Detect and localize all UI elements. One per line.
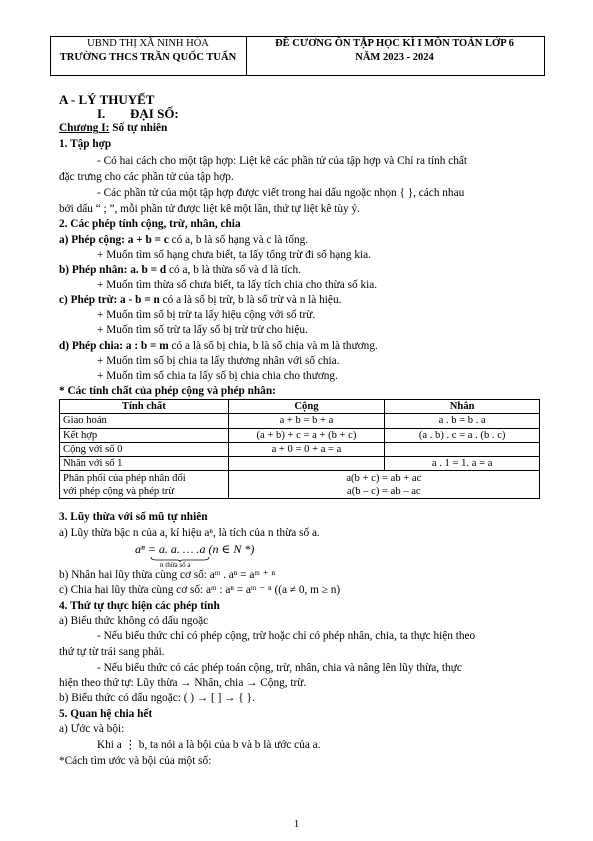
- add-text: có a, b là số hạng và c là tổng.: [168, 234, 309, 246]
- mul-text: có a, b là thừa số và d là tích.: [166, 264, 301, 276]
- s4-a: a) Biểu thức không có dấu ngoặc: [59, 615, 209, 627]
- table-cell: Cộng với số 0: [60, 442, 229, 456]
- table-cell: Nhân với số 1: [60, 457, 229, 471]
- s5-para2: *Cách tìm ước và bội của một số:: [59, 755, 212, 767]
- s2-sub-rule2: + Muốn tìm số trừ ta lấy số bị trừ trừ cho hiệu.: [97, 324, 308, 336]
- chapter-heading: [59, 121, 167, 135]
- header-doc-title: ĐỀ CƯƠNG ÔN TẬP HỌC KÌ I MÔN TOÁN LỚP 6: [275, 38, 514, 49]
- s5-title: 5. Quan hệ chia hết: [59, 708, 153, 720]
- s4-para2-line1: - Nếu biểu thức có các phép toán cộng, trừ, nhân, chia và nâng lên lũy thừa, thực: [97, 662, 462, 674]
- chapter-title: Số tự nhiên: [109, 122, 168, 134]
- sub-text: có a là số bị trừ, b là số trừ và n là hiệu.: [159, 294, 342, 306]
- s3-b: b) Nhân hai lũy thừa cùng cơ số: aᵐ . aⁿ = aᵐ ⁺ ⁿ: [59, 569, 276, 581]
- s2-mul-rule: + Muốn tìm thừa số chưa biết, ta lấy tích chia cho thừa số kia.: [97, 279, 378, 291]
- div-label: d) Phép chia: a : b = m: [59, 340, 169, 352]
- table-row: [60, 414, 540, 428]
- table-cell: a + 0 = 0 + a = a: [228, 442, 385, 456]
- table-caption: * Các tính chất của phép cộng và phép nhân:: [59, 385, 276, 397]
- s4-para1-line1: - Nếu biểu thức chỉ có phép cộng, trừ hoặc chỉ có phép nhân, chia, ta thực hiện theo: [97, 630, 476, 642]
- table-cell: (a + b) + c = a + (b + c): [228, 428, 385, 442]
- s2-div-rule2: + Muốn tìm số chia ta lấy số bị chia chia cho thương.: [97, 370, 338, 382]
- section-i-title: ĐẠI SỐ:: [130, 106, 179, 121]
- section-i-number: I.: [97, 106, 106, 121]
- table-cell: (a . b) . c = a . (b . c): [385, 428, 540, 442]
- header-school: TRƯỜNG THCS TRẦN QUỐC TUẤN: [59, 52, 237, 63]
- s2-sub: [59, 293, 341, 307]
- chapter-label: Chương I:: [59, 122, 110, 134]
- dist-formula1: a(b + c) = ab + ac: [346, 472, 422, 484]
- s4-para1-line2: thứ tự từ trái sang phải.: [59, 646, 165, 658]
- div-text: có a là số bị chia, b là số chia và m là thương.: [168, 340, 378, 352]
- dist-formula2: a(b – c) = ab – ac: [347, 485, 421, 497]
- properties-table: [59, 399, 540, 499]
- table-header-row: [60, 400, 540, 414]
- dist-label-line1: Phân phối của phép nhân đối: [63, 472, 186, 484]
- header-year: NĂM 2023 - 2024: [355, 52, 434, 63]
- s1-title: 1. Tập hợp: [59, 138, 112, 150]
- table-cell: a . b = b . a: [385, 414, 540, 428]
- s2-div-rule1: + Muốn tìm số bị chia ta lấy thương nhân với số chia.: [97, 355, 340, 367]
- s2-add-rule: + Muốn tìm số hạng chưa biết, ta lấy tổng trừ đi số hạng kia.: [97, 249, 372, 261]
- table-row: [60, 471, 540, 499]
- s3-title: 3. Lũy thừa với số mũ tự nhiên: [59, 511, 208, 523]
- table-row: [60, 457, 540, 471]
- table-cell: Kết hợp: [60, 428, 229, 442]
- mul-label: b) Phép nhân: a. b = d: [59, 264, 167, 276]
- table-cell: [228, 457, 385, 471]
- s3-a: a) Lũy thừa bậc n của a, kí hiệu aⁿ, là tích của n thừa số a.: [59, 527, 320, 539]
- header-district: UBND THỊ XÃ NINH HÒA: [87, 38, 209, 49]
- s2-title: 2. Các phép tính cộng, trừ, nhân, chia: [59, 218, 241, 230]
- table-cell: a . 1 = 1. a = a: [385, 457, 540, 471]
- s2-sub-rule1: + Muốn tìm số bị trừ ta lấy hiệu cộng với số trừ.: [97, 309, 316, 321]
- table-cell: Giao hoán: [60, 414, 229, 428]
- s1-para1-line2: đặc trưng cho các phần tử của tập hợp.: [59, 171, 234, 183]
- table-row: [60, 428, 540, 442]
- dist-label-line2: với phép cộng và phép trừ: [63, 485, 175, 497]
- s2-div: [59, 339, 378, 353]
- s3-c: c) Chia hai lũy thừa cùng cơ số: aᵐ : aⁿ = aᵐ ⁻ ⁿ ((a ≠ 0, m ≥ n): [59, 584, 341, 596]
- table-row: [60, 442, 540, 456]
- table-header: Nhân: [385, 400, 540, 414]
- table-cell: [228, 471, 539, 499]
- table-cell: a + b = b + a: [228, 414, 385, 428]
- s1-para2-line2: bởi dấu “ ; ”, mỗi phần tử được liệt kê một lần, thứ tự liệt kê tùy ý.: [59, 203, 360, 215]
- section-a-title: A - LÝ THUYẾT: [59, 92, 155, 107]
- s1-para1-line1: - Có hai cách cho một tập hợp: Liệt kê các phần tử của tập hợp và Chỉ ra tính chất: [97, 155, 468, 167]
- s4-b: b) Biểu thức có dấu ngoặc: ( ) → [ ] → { }.: [59, 692, 255, 704]
- add-label: a) Phép cộng: a + b = c: [59, 234, 169, 246]
- s5-para1: Khi a ⋮ b, ta nói a là bội của b và b là ước của a.: [97, 739, 321, 751]
- table-header: Cộng: [228, 400, 385, 414]
- s5-a: a) Ước và bội:: [59, 723, 125, 735]
- sub-label: c) Phép trừ: a - b = n: [59, 294, 160, 306]
- page-number: 1: [293, 818, 300, 830]
- s4-para2-line2: hiện theo thứ tự: Lũy thừa → Nhân, chia → Cộng, trừ.: [59, 677, 307, 689]
- s2-add: [59, 233, 308, 247]
- table-cell: [60, 471, 229, 499]
- s3-formula: aⁿ = a. a. … .a (n ∈ N *): [135, 542, 255, 556]
- table-cell: [385, 442, 540, 456]
- underbrace-label: n thừa số a: [160, 561, 191, 569]
- table-header: Tính chất: [60, 400, 229, 414]
- s4-title: 4. Thứ tự thực hiện các phép tính: [59, 600, 220, 612]
- s2-mul: [59, 263, 301, 277]
- s1-para2-line1: - Các phần tử của một tập hợp được viết trong hai dấu ngoặc nhọn { }, cách nhau: [97, 187, 465, 199]
